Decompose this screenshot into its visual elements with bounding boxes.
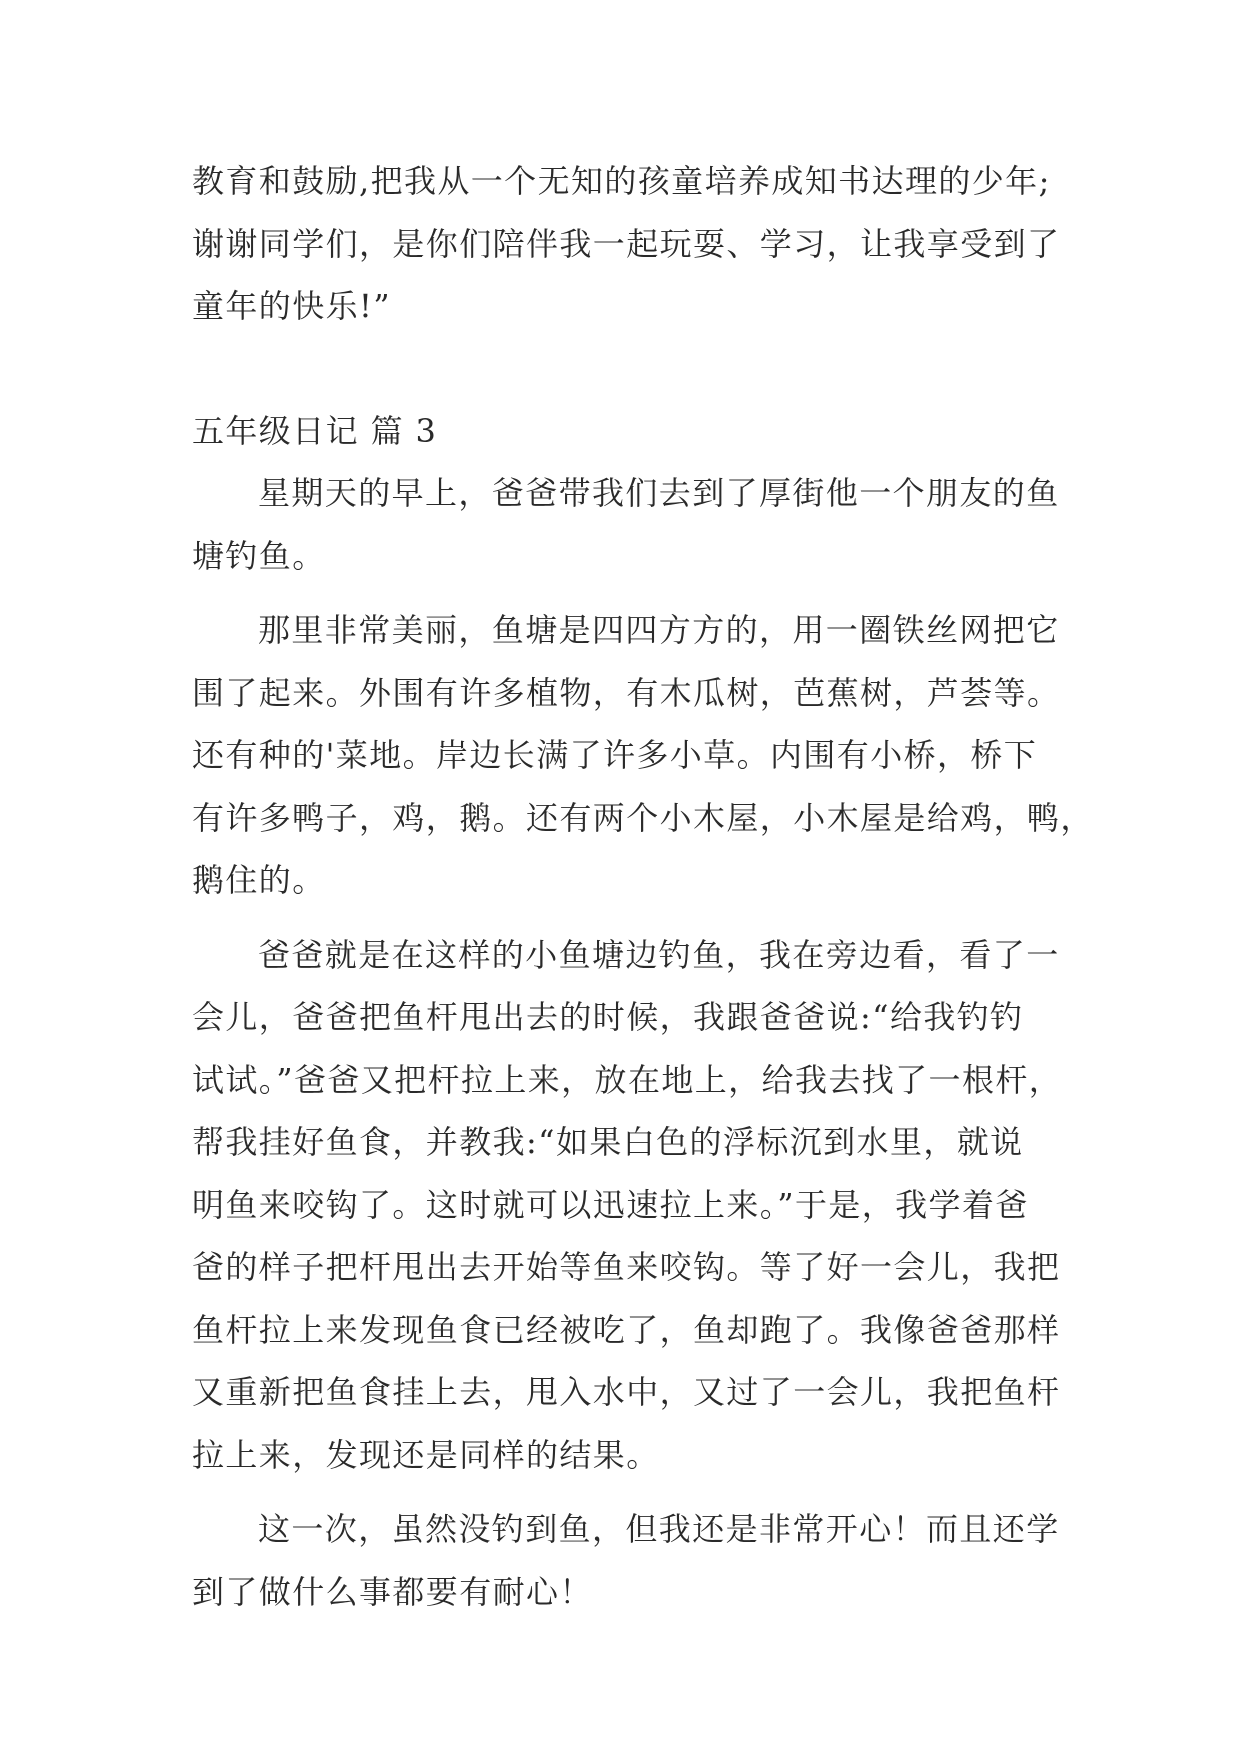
paragraph-3 [192,924,1062,1487]
document-body [192,150,1094,1623]
text-line: 又重新把鱼食挂上去，甩入水中，又过了一会儿，我把鱼杆 [192,1373,1061,1411]
text-line: 爸爸就是在这样的小鱼塘边钓鱼，我在旁边看，看了一 [258,935,1060,974]
paragraph-spacer [192,1486,1062,1498]
text-line: 爸的样子把杆甩出去开始等鱼来咬钩。等了好一会儿，我把 [192,1248,1061,1286]
paragraph-spacer [192,912,1062,924]
text-line: 试试。”爸爸又把杆拉上来，放在地上，给我去找了一根杆， [192,1060,1063,1099]
text-line: 鹅住的。 [192,861,326,899]
intro-paragraph [192,150,1062,338]
text-line: 鱼杆拉上来发现鱼食已经被吃了，鱼却跑了。我像爸爸那样 [192,1310,1061,1349]
text-line: 这一次，虽然没钓到鱼，但我还是非常开心！而且还学 [258,1510,1060,1548]
text-line: 还有种的'菜地。岸边长满了许多小草。内围有小桥，桥下 [192,736,1038,774]
text-line: 明鱼来咬钩了。这时就可以迅速拉上来。”于是，我学着爸 [192,1185,1029,1224]
text-line: 那里非常美丽，鱼塘是四四方方的，用一圈铁丝网把它 [258,611,1060,649]
text-line: 谢谢同学们，是你们陪伴我一起玩耍、学习，让我享受到了 [192,224,1061,263]
paragraph-spacer [192,587,1062,599]
text-line: 到了做什么事都要有耐心！ [192,1572,593,1611]
text-line: 塘钓鱼。 [192,536,326,575]
text-line: 教育和鼓励,把我从一个无知的孩童培养成知书达理的少年; [192,162,1051,200]
paragraph-1 [192,462,1062,587]
text-line: 会儿，爸爸把鱼杆甩出去的时候，我跟爸爸说:“给我钓钓 [192,998,1024,1036]
section-heading: 五年级日记 篇 3 [192,411,438,450]
section-spacer [192,338,1062,400]
text-line: 童年的快乐!” [192,287,392,325]
text-line: 围了起来。外围有许多植物，有木瓜树，芭蕉树，芦荟等。 [192,673,1061,712]
paragraph-4 [192,1498,1062,1623]
text-line: 有许多鸭子，鸡，鹅。还有两个小木屋，小木屋是给鸡，鸭， [192,798,1094,837]
text-line: 帮我挂好鱼食，并教我:“如果白色的浮标沉到水里，就说 [192,1123,1024,1161]
text-line: 星期天的早上，爸爸带我们去到了厚街他一个朋友的鱼 [258,474,1060,512]
paragraph-2 [192,599,1094,912]
text-line: 拉上来，发现还是同样的结果。 [192,1435,660,1474]
